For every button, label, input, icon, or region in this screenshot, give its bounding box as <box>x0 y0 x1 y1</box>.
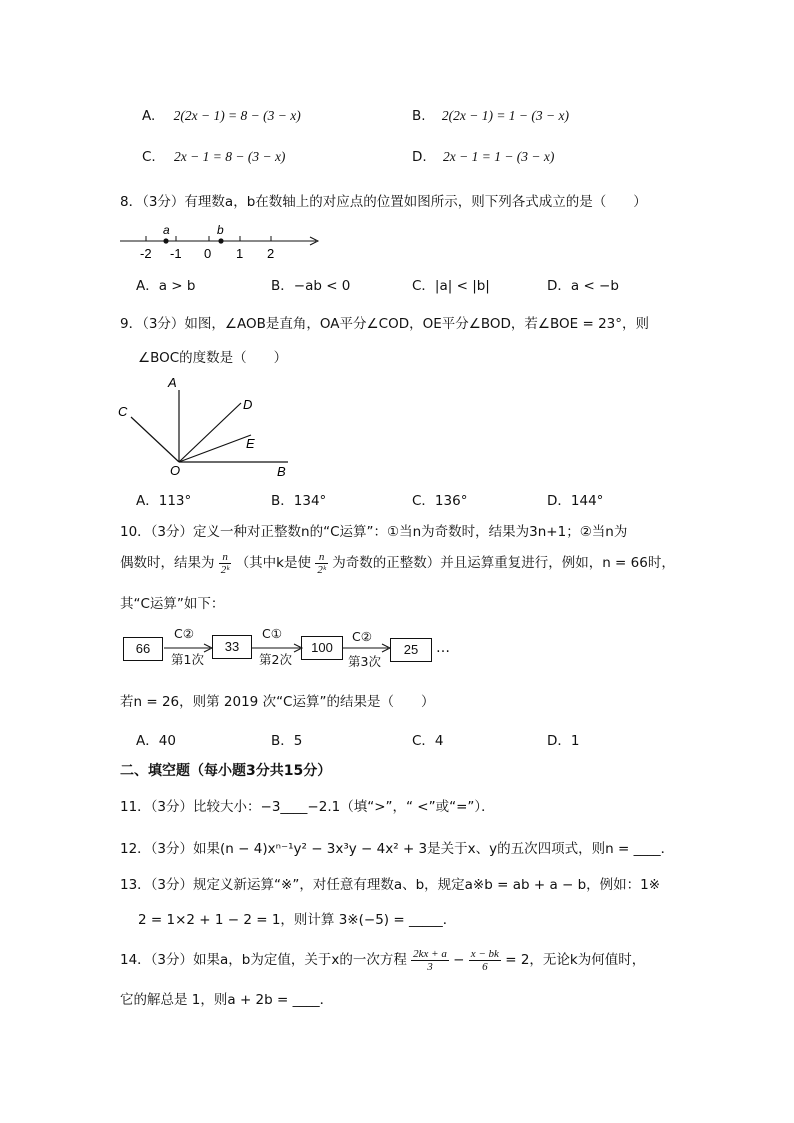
q11-text: 11．（3分）比较大小：−3____−2.1（填“>”，“ <”或“=”）． <box>120 799 495 815</box>
q10-fraction-1-den: 2ᵏ <box>220 563 230 576</box>
q7-option-c <box>142 149 285 165</box>
q14-line1-b: = 2，无论k为何值时， <box>505 952 646 968</box>
q9-option-c: C．136° <box>412 493 468 509</box>
q9-angle-figure <box>112 372 302 482</box>
q8-option-b: B．−ab < 0 <box>271 278 351 294</box>
q10-option-c: C．4 <box>412 733 444 749</box>
tick-label-1: 1 <box>236 246 244 261</box>
q8-option-c: C．|a| < |b| <box>412 278 490 294</box>
tick-label-0: 0 <box>204 246 212 261</box>
q10-line2-a: 偶数时，结果为 <box>120 555 215 571</box>
flow-box-2: 33 <box>212 635 252 659</box>
flow-op-3: C② <box>352 629 372 644</box>
point-a-dot <box>163 238 168 243</box>
q12-text: 12．（3分）如果(n − 4)xⁿ⁻¹y² − 3x³y − 4x² + 3是关于x、y的五次四项式，则n = ____． <box>120 841 675 857</box>
q10-option-d: D．1 <box>547 733 580 749</box>
point-C-label: C <box>118 404 128 419</box>
q8-stem: 8．（3分）有理数a，b在数轴上的对应点的位置如图所示，则下列各式成立的是（ ） <box>120 194 647 210</box>
q7-option-d-letter: D. <box>412 149 427 165</box>
flow-step-2: 第2次 <box>259 652 292 667</box>
q10-line2-c: 为奇数的正整数）并且运算重复进行，例如，n = 66时， <box>332 555 675 571</box>
q13-line2: 2 = 1×2 + 1 − 2 = 1，则计算 3※(−5) = _____． <box>138 912 457 928</box>
q7-option-b <box>412 108 569 124</box>
q8-number-line <box>118 222 324 262</box>
q8-option-a: A．a > b <box>136 278 196 294</box>
q7-option-d <box>412 149 554 165</box>
q14-minus: − <box>453 952 465 968</box>
point-b-label: b <box>217 223 224 237</box>
point-A-label: A <box>168 375 177 390</box>
q14-fraction-1 <box>411 948 449 973</box>
q8-option-d: D．a < −b <box>547 278 619 294</box>
q9-option-a: A．113° <box>136 493 192 509</box>
q7-option-a <box>142 108 301 124</box>
flow-step-1: 第1次 <box>171 652 204 667</box>
q10-line2-b: （其中k是使 <box>235 555 312 571</box>
q10-question: 若n = 26，则第 2019 次“C运算”的结果是（ ） <box>120 694 435 710</box>
q10-fraction-1-num: n <box>219 551 232 564</box>
flow-ellipsis: … <box>436 640 450 656</box>
tick-label-neg2: -2 <box>140 246 152 261</box>
q10-fraction-2 <box>315 551 328 576</box>
q13-line1: 13．（3分）规定义新运算“※”，对任意有理数a、b，规定a※b = ab + a − b，例如：1※ <box>120 877 661 893</box>
q14-fraction-2 <box>469 948 501 973</box>
q14-fraction-1-num: 2kx + a <box>413 947 447 960</box>
q9-stem-line2: ∠BOC的度数是（ ） <box>138 350 288 366</box>
point-O-label: O <box>170 463 181 478</box>
q7-option-a-expr: 2(2x − 1) = 8 − (3 − x) <box>173 108 301 123</box>
q10-option-b: B．5 <box>271 733 303 749</box>
q10-line3: 其“C运算”如下： <box>120 596 225 612</box>
q10-line2 <box>120 548 675 578</box>
q14-line1 <box>120 945 645 975</box>
q9-stem-line1: 9．（3分）如图，∠AOB是直角，OA平分∠COD，OE平分∠BOD，若∠BOE = 23°，则 <box>120 316 649 332</box>
point-B-label: B <box>277 464 286 479</box>
q7-option-d-expr: 2x − 1 = 1 − (3 − x) <box>442 149 555 164</box>
point-E-label: E <box>246 436 255 451</box>
point-D-label: D <box>243 397 253 412</box>
q9-option-b: B．134° <box>271 493 327 509</box>
flow-box-1: 66 <box>123 637 163 661</box>
q7-option-b-expr: 2(2x − 1) = 1 − (3 − x) <box>441 108 570 123</box>
q14-fraction-1-den: 3 <box>427 960 433 973</box>
tick-label-2: 2 <box>267 246 275 261</box>
q10-fraction-2-num: n <box>315 551 328 564</box>
q7-option-c-expr: 2x − 1 = 8 − (3 − x) <box>174 149 286 164</box>
point-a-label: a <box>163 223 170 237</box>
q14-fraction-2-den: 6 <box>482 960 488 973</box>
q10-fraction-1 <box>219 551 232 576</box>
flow-op-2: C① <box>262 626 282 641</box>
q14-line2: 它的解总是 1，则a + 2b = ____． <box>120 992 334 1008</box>
q10-line1: 10．（3分）定义一种对正整数n的“C运算”：①当n为奇数时，结果为3n+1；②当n为 <box>120 524 628 540</box>
tick-label-neg1: -1 <box>170 246 182 261</box>
q10-fraction-2-den: 2ᵏ <box>317 563 326 576</box>
point-b-dot <box>218 238 223 243</box>
q14-line1-a: 14．（3分）如果a，b为定值，关于x的一次方程 <box>120 952 407 968</box>
flow-step-3: 第3次 <box>348 654 381 669</box>
flow-box-3: 100 <box>301 636 343 660</box>
q7-option-c-letter: C. <box>142 149 156 165</box>
q14-fraction-2-num: x − bk <box>470 947 499 960</box>
q7-option-a-letter: A. <box>142 108 156 124</box>
section-2-title: 二、填空题（每小题3分共15分） <box>120 763 332 779</box>
q7-option-b-letter: B. <box>412 108 426 124</box>
flow-box-4: 25 <box>390 638 432 662</box>
q9-option-d: D．144° <box>547 493 604 509</box>
flow-op-1: C② <box>174 626 194 641</box>
q10-option-a: A．40 <box>136 733 176 749</box>
